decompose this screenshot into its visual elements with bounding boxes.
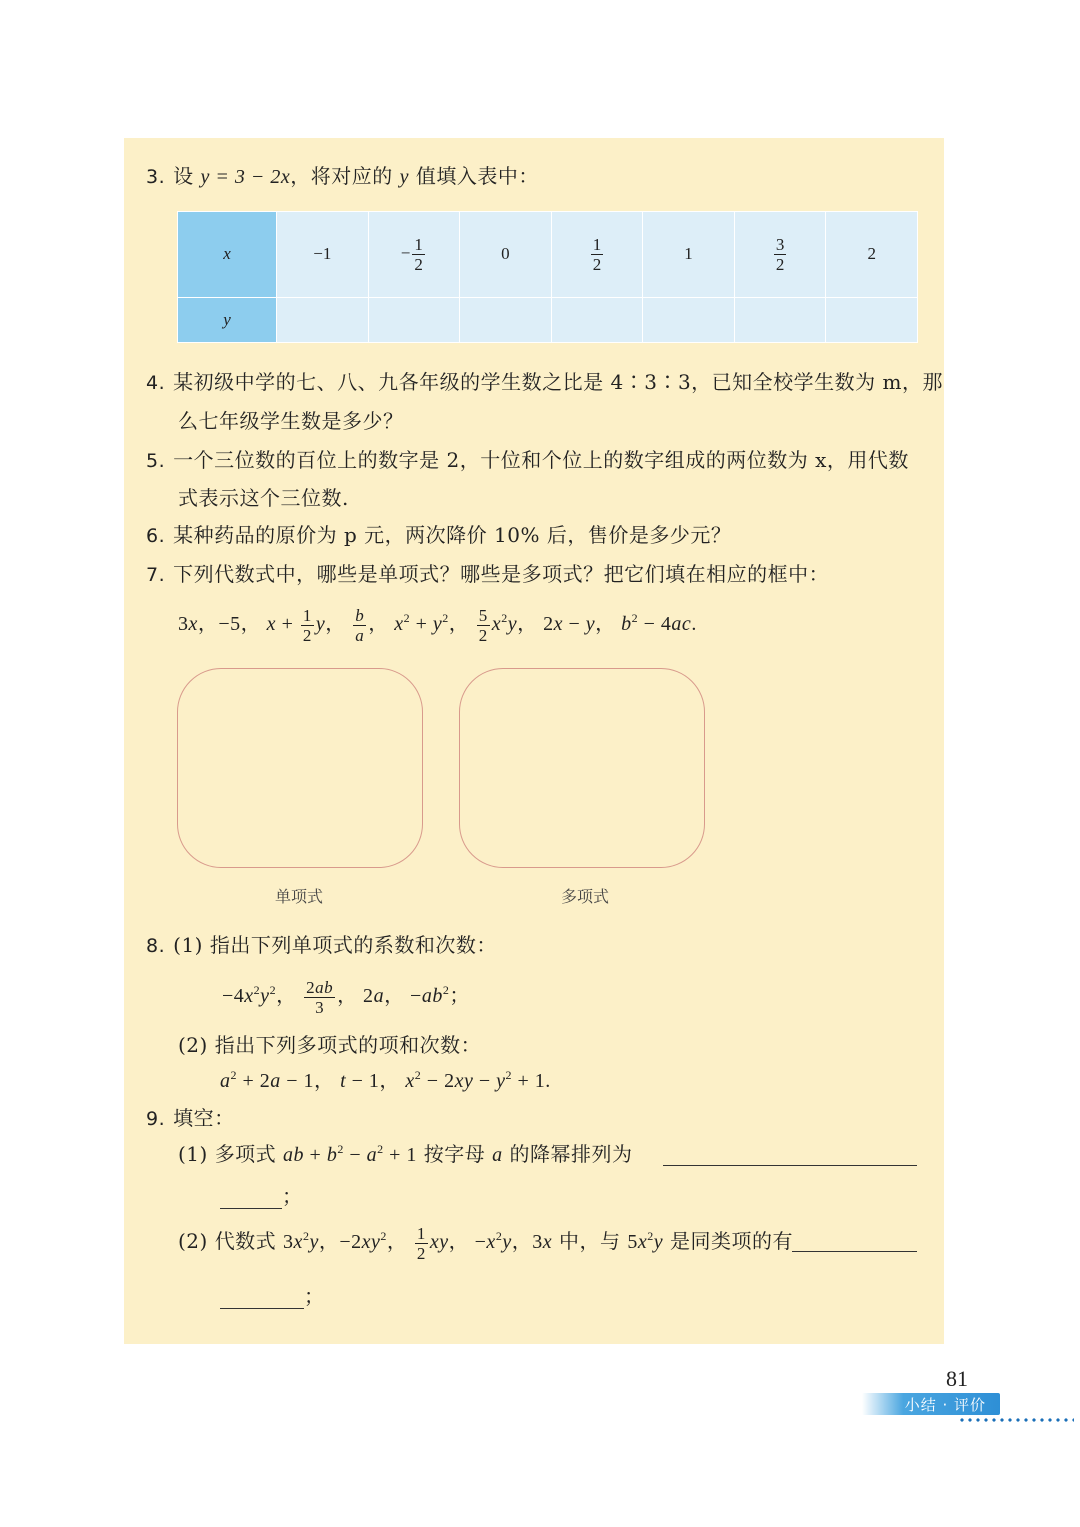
y-cell[interactable] [368,297,460,342]
question-9-part1: (1) 多项式 ab + $b^2 - a^2 + 1$ 按字母 a 的降幂排列为 [178,1142,633,1166]
monomial-label: 单项式 [274,887,323,906]
question-number: 3. [146,166,166,188]
x-row [178,212,918,298]
question-5: 5. 一个三位数的百位上的数字是 2，十位和个位上的数字组成的两位数为 x，用代数 [146,448,909,472]
answer-blank[interactable] [220,1186,282,1209]
polynomial-list: $a^2 + 2a - 1$， t − 1， $x^2 - 2xy - y^2 + 1$. [220,1068,551,1092]
page-number: 81 [946,1366,968,1391]
y-cell[interactable] [643,297,735,342]
y-cell[interactable] [277,297,369,342]
question-9-part2: (2) 代数式 $3x^2y$，$-2xy^2$， $\frac{1}{2}$ xy， $-x^2y$，3x 中，与 $5x^2y$ 是同类项的有 [178,1224,793,1263]
question-8-part2: (2) 指出下列多项式的项和次数： [178,1033,482,1057]
x-cell: 0 [460,212,552,298]
value-table [177,211,918,343]
equation: y = 3 − 2x [200,166,291,188]
answer-line: ； [220,1280,324,1309]
answer-blank[interactable] [663,1143,917,1166]
x-cell: − $\frac{1}{2}$ [368,212,460,298]
question-5-cont: 式表示这个三位数. [178,486,349,510]
question-4: 4. 某初级中学的七、八、九各年级的学生数之比是 4∶3∶3，已知全校学生数为 m，那 [146,370,943,394]
section-label: 小结 · 评价 [904,1396,986,1414]
question-7: 7. 下列代数式中，哪些是单项式？哪些是多项式？把它们填在相应的框中： [146,562,830,586]
question-3: 3. 设 y = 3 − 2x，将对应的 y 值填入表中： [146,164,539,188]
y-header: y [178,297,277,342]
x-cell: 1 [643,212,735,298]
x-cell: $\frac{3}{2}$ [734,212,826,298]
monomial-box[interactable] [177,668,423,868]
y-row [178,297,918,342]
y-cell[interactable] [460,297,552,342]
answer-blank[interactable] [792,1229,917,1252]
polynomial-label: 多项式 [560,887,609,906]
question-9: 9. 填空： [146,1106,235,1130]
question-6: 6. 某种药品的原价为 p 元，两次降价 10% 后，售价是多少元？ [146,523,732,547]
y-cell[interactable] [826,297,918,342]
footer-dots [958,1418,1074,1422]
question-8: 8. (1) 指出下列单项式的系数和次数： [146,933,497,957]
expression-list: 3x，−5， x + $\frac{1}{2}$ y， $\frac{b}{a}$ ， $x^2 + y^2$， $\frac{5}{2}$ $x^2y$， 2x − y， $b^2 - 4ac$. [178,606,697,645]
answer-blank[interactable] [220,1286,304,1309]
question-4-cont: 么七年级学生数是多少？ [178,409,404,433]
x-cell: −1 [277,212,369,298]
x-cell: 2 [826,212,918,298]
x-header: x [178,212,277,298]
x-cell: $\frac{1}{2}$ [551,212,643,298]
section-tab [862,1393,1000,1415]
answer-line: ； [220,1180,302,1209]
monomial-list: $-4x^2y^2$， $\frac{2ab}{3}$ ， 2a， $-ab^2$； [222,978,470,1017]
y-cell[interactable] [734,297,826,342]
y-cell[interactable] [551,297,643,342]
polynomial-box[interactable] [459,668,705,868]
